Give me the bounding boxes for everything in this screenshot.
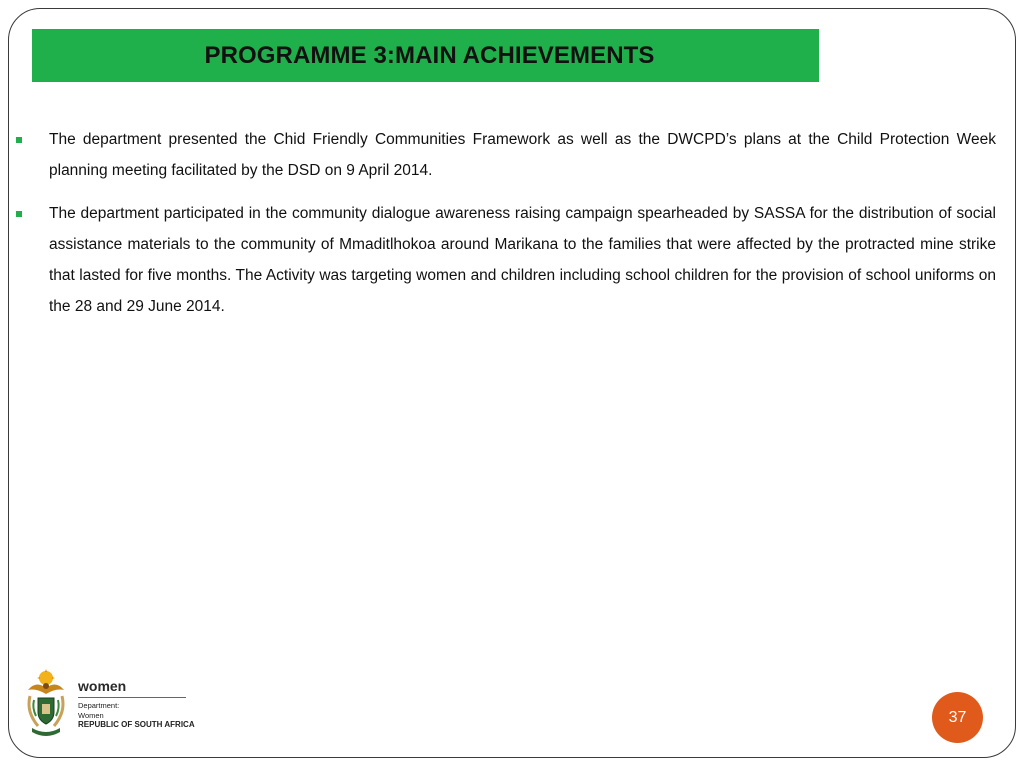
logo-department-label: Department: xyxy=(78,701,120,710)
logo-country-name: REPUBLIC OF SOUTH AFRICA xyxy=(78,720,195,729)
slide-frame xyxy=(8,8,1016,758)
bullet-square-icon xyxy=(16,137,22,143)
logo-department-name: Women xyxy=(78,711,104,720)
bullet-square-icon xyxy=(16,211,22,217)
department-logo xyxy=(22,668,195,740)
logo-divider xyxy=(78,697,186,698)
bullet-item xyxy=(14,124,996,186)
page-number: 37 xyxy=(948,708,967,726)
bullet-text: The department participated in the community dialogue awareness raising campaign spearheaded by SASSA for the distribution of social assistance materials to the community of Mmaditlhokoa around Marikana to the families that were affected by the protracted mine strike that lasted for five months. The Activity was targeting women and children including school children for the provision of school uniforms on the 28 and 29 June 2014. xyxy=(49,205,996,315)
bullet-text: The department presented the Chid Friendly Communities Framework as well as the DWCPD’s plans at the Child Protection Week planning meeting facilitated by the DSD on 9 April 2014. xyxy=(49,131,996,179)
title-banner xyxy=(32,29,819,82)
page-number-badge xyxy=(932,692,983,743)
slide-title: PROGRAMME 3:MAIN ACHIEVEMENTS xyxy=(204,41,655,69)
slide-content xyxy=(14,124,996,334)
coat-of-arms-icon xyxy=(22,668,70,738)
logo-word: women xyxy=(78,678,127,694)
bullet-item xyxy=(14,198,996,322)
